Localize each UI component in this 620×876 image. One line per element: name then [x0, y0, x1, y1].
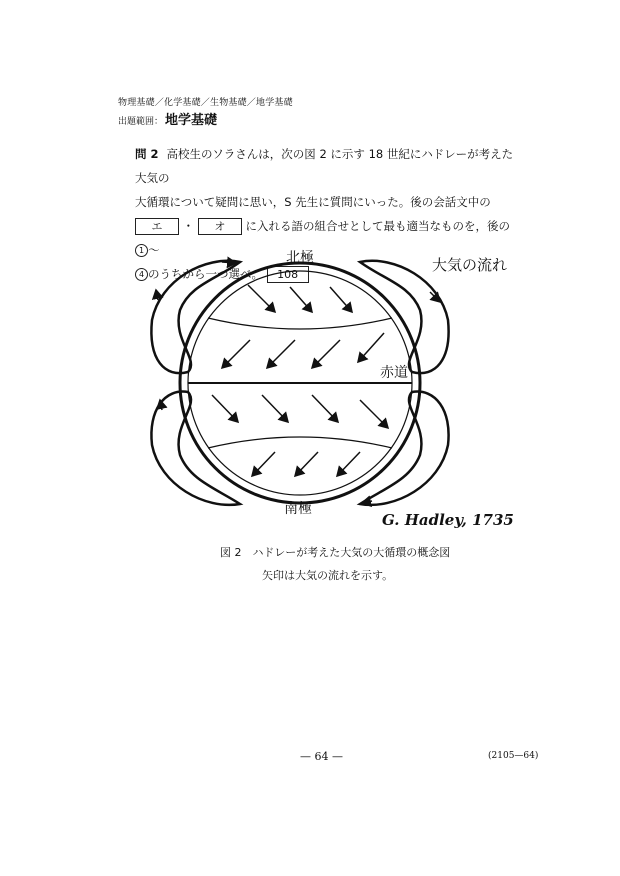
question-line-4: のうちから一つ選べ。: [148, 267, 263, 281]
circulation-loop-southwest: [151, 392, 240, 505]
wind-arrow: [267, 340, 295, 368]
subjects-header: 物理基礎／化学基礎／生物基礎／地学基礎: [118, 98, 293, 108]
north-pole-label: 北極: [286, 250, 314, 266]
answer-blank-e: エ: [135, 218, 179, 235]
hadley-signature: G. Hadley, 1735: [382, 511, 514, 529]
wind-arrow: [337, 452, 360, 476]
wind-arrow: [330, 287, 352, 312]
wind-arrow: [290, 287, 312, 312]
wind-arrow: [358, 333, 384, 362]
circulation-loop-northwest: [151, 261, 240, 373]
equator-label: 赤道: [380, 365, 408, 381]
atmosphere-flow-label: 大気の流れ: [432, 256, 508, 274]
south-pole-label: 南極: [284, 501, 312, 517]
scope-value: 地学基礎: [165, 113, 218, 128]
wind-arrow: [248, 285, 275, 312]
circulation-loop-southeast: [360, 392, 449, 505]
loop-arrow: [156, 290, 158, 300]
figure-caption: 図 2 ハドレーが考えた大気の大循環の概念図: [220, 546, 451, 559]
answer-number-box: 108: [267, 266, 309, 283]
wind-arrow: [312, 340, 340, 368]
figure-caption-note: 矢印は大気の流れを示す。: [262, 569, 394, 582]
choice-last-marker: 4: [135, 268, 148, 281]
question-line-3: に入れる語の組合せとして最も適当なものを，後の: [245, 219, 510, 233]
wind-arrow: [312, 395, 338, 422]
choice-first-marker: 1: [135, 244, 148, 257]
south-latitude-arc: [208, 437, 392, 448]
blank-separator: ・: [182, 219, 195, 233]
scope-label: 出題範囲：: [118, 117, 164, 127]
question-line-1: 高校生のソラさんは，次の図 2 に示す 18 世紀にハドレーが考えた大気の: [135, 147, 514, 185]
question-line-2: 大循環について疑問に思い，S 先生に質問にいった。後の会話文中の: [135, 195, 491, 209]
wind-arrow: [212, 395, 238, 422]
wind-arrow: [360, 400, 388, 428]
north-latitude-arc: [208, 318, 392, 329]
wind-arrow: [252, 452, 275, 476]
wind-arrow: [262, 395, 288, 422]
wind-arrow: [295, 452, 318, 476]
choice-range-tilde: ～: [148, 243, 160, 257]
page-number: — 64 —: [300, 750, 343, 763]
document-code: (2105—64): [488, 751, 539, 761]
circulation-loop-northeast: [360, 261, 449, 373]
answer-blank-o: オ: [198, 218, 242, 235]
loop-arrow: [222, 262, 236, 263]
question-number: 問 2: [135, 147, 159, 161]
wind-arrow: [222, 340, 250, 368]
